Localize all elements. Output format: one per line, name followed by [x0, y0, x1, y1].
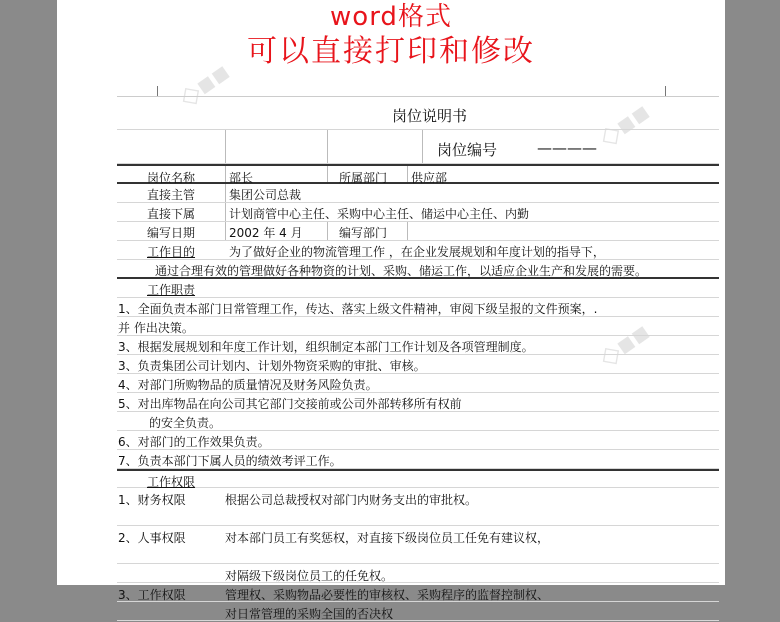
duty-text: 4、对部门所购物品的质量情况及财务风险负责。: [118, 378, 378, 392]
authority-text: 根据公司总裁授权对部门内财务支出的审批权。: [225, 493, 478, 507]
duty-text: 6、对部门的工作效果负责。: [118, 435, 270, 449]
authority-num: 3、工作权限: [118, 588, 186, 602]
job-description-table: [117, 96, 719, 621]
authority-text: 管理权、采购物品必要性的审核权、采购程序的监督控制权、: [225, 588, 550, 602]
authority-row: [117, 488, 719, 526]
info-row-subordinate: [117, 203, 719, 222]
duty-text: 3、根据发展规划和年度工作计划，组织制定本部门工作计划及各项管理制度。: [118, 340, 534, 354]
title-row: [117, 96, 719, 130]
duty-text: 1、全面负责本部门日常管理工作，传达、落实上级文件精神，审阅下级呈报的文件预案，.: [118, 302, 598, 316]
authority-row: [117, 583, 719, 602]
authority-text: 对本部门员工有奖惩权，对直接下级岗位员工任免有建议权，: [225, 531, 550, 545]
duties-list: [117, 298, 719, 469]
doc-title: 岗位说明书: [392, 107, 468, 125]
goal-row-1: [117, 241, 719, 260]
authority-list: [117, 488, 719, 621]
duty-row: [117, 431, 719, 450]
promo-banner: [57, 2, 725, 72]
watermark: ◇▪▪: [593, 96, 656, 154]
authority-row: [117, 564, 719, 583]
duty-row: [117, 393, 719, 412]
code-row: [117, 130, 719, 164]
goal-line-1: 为了做好企业的物流管理工作 ，在企业发展规划和年度计划的指导下，: [229, 245, 605, 259]
duties-label: 工作职责: [147, 283, 196, 297]
goal-row-2: [117, 260, 719, 279]
duty-row: [117, 336, 719, 355]
duty-text: 3、负责集团公司计划内、计划外物资采购的审批、审核。: [118, 359, 426, 373]
date-value: 2002 年 4 月: [229, 226, 303, 240]
dept-label: 所属部门: [339, 171, 388, 185]
authority-num: 1、财务权限: [118, 493, 186, 507]
info-row-date: [117, 222, 719, 241]
duty-row: [117, 355, 719, 374]
duty-text: 的安全负责。: [149, 416, 222, 430]
info-row-superior: [117, 184, 719, 203]
authority-row: [117, 602, 719, 621]
duty-row: [117, 298, 719, 317]
superior-value: 集团公司总裁: [229, 188, 302, 202]
name-value: 部长: [229, 171, 254, 185]
authority-text: 对日常管理的采购全国的否决权: [225, 607, 394, 621]
authority-header: [117, 469, 719, 488]
code-value: ————: [537, 139, 597, 157]
goal-line-2: 通过合理有效的管理做好各种物资的计划、采购、储运工作，以适应企业生产和发展的需要。: [155, 264, 648, 278]
goal-label: 工作目的: [147, 245, 196, 259]
duty-text: 7、负责本部门下属人员的绩效考评工作。: [118, 454, 342, 468]
authority-num: 2、人事权限: [118, 531, 186, 545]
duty-text: 5、对出库物品在向公司其它部门交接前或公司外部转移所有权前: [118, 397, 462, 411]
duty-row: [117, 412, 719, 431]
author-label: 编写部门: [339, 226, 388, 240]
watermark: ◇▪▪: [173, 56, 236, 114]
duty-row: [117, 374, 719, 393]
duties-header: [117, 279, 719, 298]
duty-row: [117, 450, 719, 469]
dept-value: 供应部: [411, 171, 448, 185]
duty-row: [117, 317, 719, 336]
authority-label: 工作权限: [147, 475, 196, 489]
info-row-name: [117, 164, 719, 184]
authority-text: 对隔级下级岗位员工的任免权。: [225, 569, 394, 583]
duty-text: 并 作出决策。: [118, 321, 194, 335]
authority-row: [117, 526, 719, 564]
watermark: ◇▪▪: [593, 316, 656, 374]
banner-line-1: word格式: [330, 2, 452, 32]
date-label: 编写日期: [147, 226, 196, 240]
subordinate-value: 计划商管中心主任、采购中心主任、储运中心主任、内勤: [229, 207, 530, 221]
code-label: 岗位编号: [437, 141, 498, 159]
subordinate-label: 直接下属: [147, 207, 196, 221]
superior-label: 直接主管: [147, 188, 196, 202]
name-label: 岗位名称: [147, 171, 196, 185]
banner-line-2: 可以直接打印和修改: [247, 34, 535, 69]
